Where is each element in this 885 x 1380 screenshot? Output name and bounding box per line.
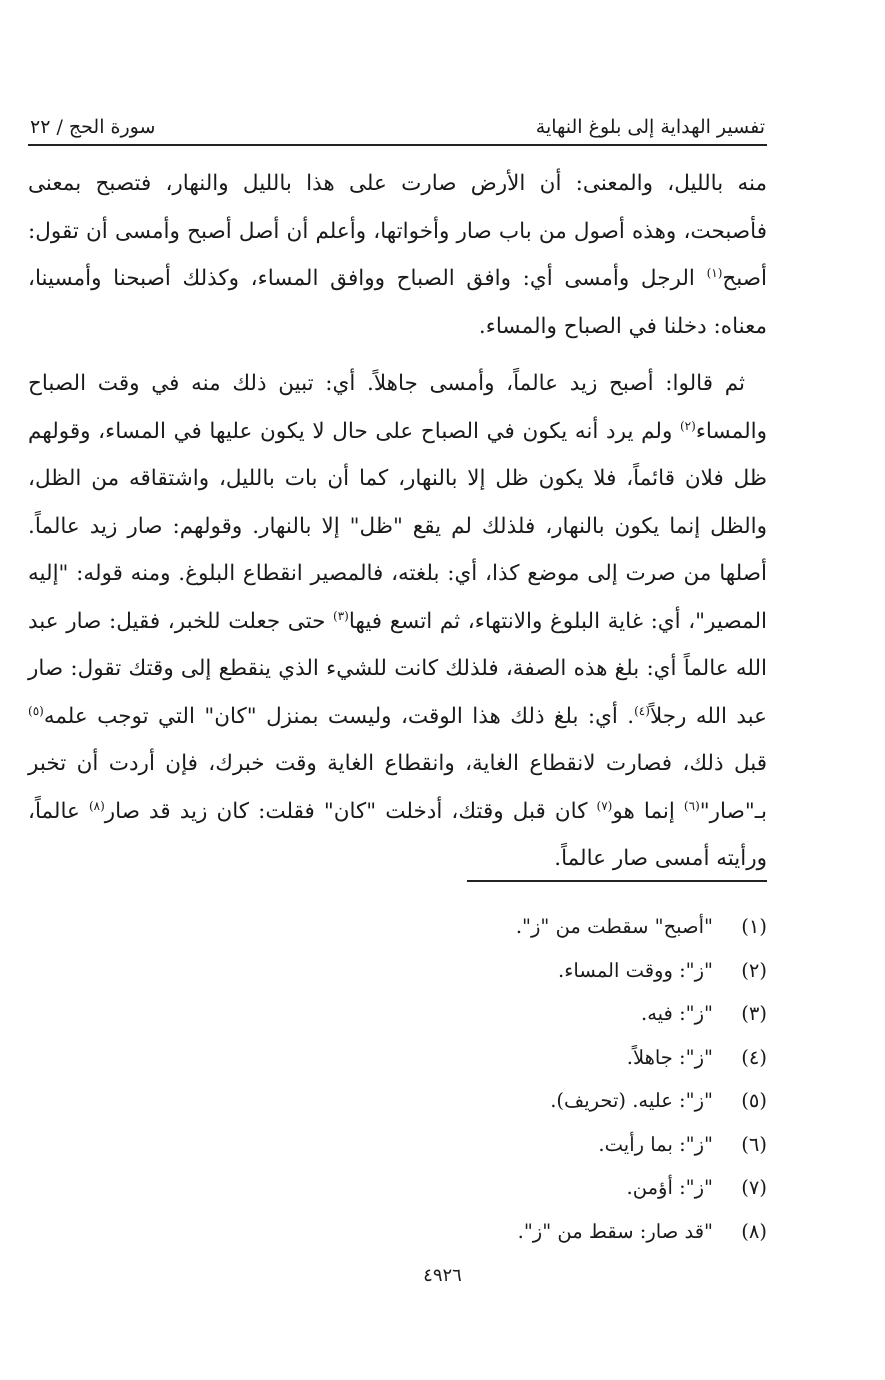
footnote-rule [467, 880, 767, 882]
footnote-text: "ز": فيه. [641, 1002, 713, 1026]
text-segment: إنما هو [612, 798, 684, 824]
footnote-marker: (٥) [28, 703, 44, 718]
footnote-item [120, 1123, 767, 1167]
footnote-text: "ز": ووقت المساء. [558, 958, 713, 982]
footnote-number: (٥) [741, 1089, 767, 1113]
footnote-item [120, 1210, 767, 1254]
footnote-number: (٨) [741, 1219, 767, 1243]
footnote-text: "قد صار: سقط من "ز". [517, 1219, 713, 1243]
text-segment: ثم قالوا: أصبح زيد عالماً، وأمسى جاهلاً. أي: تبين ذلك منه في وقت الصباح والمساء [28, 371, 767, 444]
footnote-marker: (٣) [333, 608, 349, 623]
text-segment: حتى جعلت للخبر، فقيل: صار عبد الله عالماً أي: بلغ هذه الصفة، فلذلك كانت للشيء الذي ينقطع إلى وقتك تقول: صار عبد الله رجلاً [28, 608, 767, 729]
footnote-number: (٢) [741, 958, 767, 982]
footnote-marker: (٢) [679, 418, 696, 433]
text-segment: ولم يرد أنه يكون في الصباح على حال لا يكون عليها في المساء، وقولهم ظل فلان قائماً، فلا يكون ظل إلا بالنهار، كما أن بات بالليل، واشتقاقه من الظل، والظل إنما يكون بالنهار، فلذلك لم يقع "ظل" إلا بالنهار. وقولهم: صار زيد عالماً. أصلها من صرت إلى موضع كذا، أي: بلغته، فالمصير انقطاع البلوغ. ومنه قوله: "إليه المصير"، أي: غاية البلوغ والانتهاء، ثم اتسع فيها [28, 418, 767, 634]
footnote-text: "ز": جاهلاً. [626, 1045, 713, 1069]
paragraph [28, 160, 767, 350]
book-title: تفسير الهداية إلى بلوغ النهاية [535, 116, 765, 138]
text-segment: . أي: بلغ ذلك هذا الوقت، وليست بمنزل "كان" التي توجب علمه [43, 703, 635, 729]
text-segment: الرجل وأمسى أي: وافق الصباح ووافق المساء، وكذلك أصبحنا وأمسينا، معناه: دخلنا في الصباح والمساء. [28, 266, 767, 339]
footnote-number: (٦) [741, 1132, 767, 1156]
footnote-text: "ز": عليه. (تحريف). [550, 1089, 713, 1113]
footnotes-list [120, 905, 767, 1253]
footnote-number: (٧) [741, 1176, 767, 1200]
footnote-marker: (٦) [683, 798, 700, 813]
footnote-text: "أصبح" سقطت من "ز". [515, 915, 713, 939]
footnote-text: "ز": بما رأيت. [598, 1132, 713, 1156]
footnote-item [120, 1166, 767, 1210]
footnote-item [120, 1036, 767, 1080]
text-segment: عالماً، ورأيته أمسى صار عالماً. [28, 798, 767, 871]
text-segment: قبل ذلك، فصارت لانقطاع الغاية، وانقطاع الغاية وقت خبرك، فإن أردت أن تخبر بـ"صار" [28, 751, 768, 824]
text-segment: منه بالليل، والمعنى: أن الأرض صارت على هذا بالليل والنهار، فتصبح بمعنى فأصبحت، وهذه أصول من باب صار وأخواتها، وأعلم أن أصل أصبح وأمسى أن تقول: أصبح [28, 171, 767, 291]
footnote-number: (١) [741, 915, 767, 939]
page-number: ٤٩٢٦ [423, 1265, 462, 1286]
footnote-marker: (٧) [596, 798, 613, 813]
footnote-item [120, 905, 767, 949]
footnote-marker: (٨) [88, 798, 105, 813]
footnote-item [120, 992, 767, 1036]
footnote-number: (٣) [741, 1002, 767, 1026]
footnote-item [120, 1079, 767, 1123]
paragraph [28, 360, 767, 883]
footnote-text: "ز": أؤمن. [626, 1176, 713, 1200]
surah-reference: سورة الحج / ٢٢ [30, 116, 156, 138]
footnote-marker: (١) [706, 265, 723, 280]
footnote-number: (٤) [741, 1045, 767, 1069]
running-header [30, 104, 765, 138]
header-rule [28, 144, 767, 146]
footnote-item [120, 949, 767, 993]
text-segment: كان قبل وقتك، أدخلت "كان" فقلت: كان زيد قد صار [104, 798, 597, 824]
main-text [28, 160, 767, 883]
footnote-marker: (٤) [634, 703, 650, 718]
